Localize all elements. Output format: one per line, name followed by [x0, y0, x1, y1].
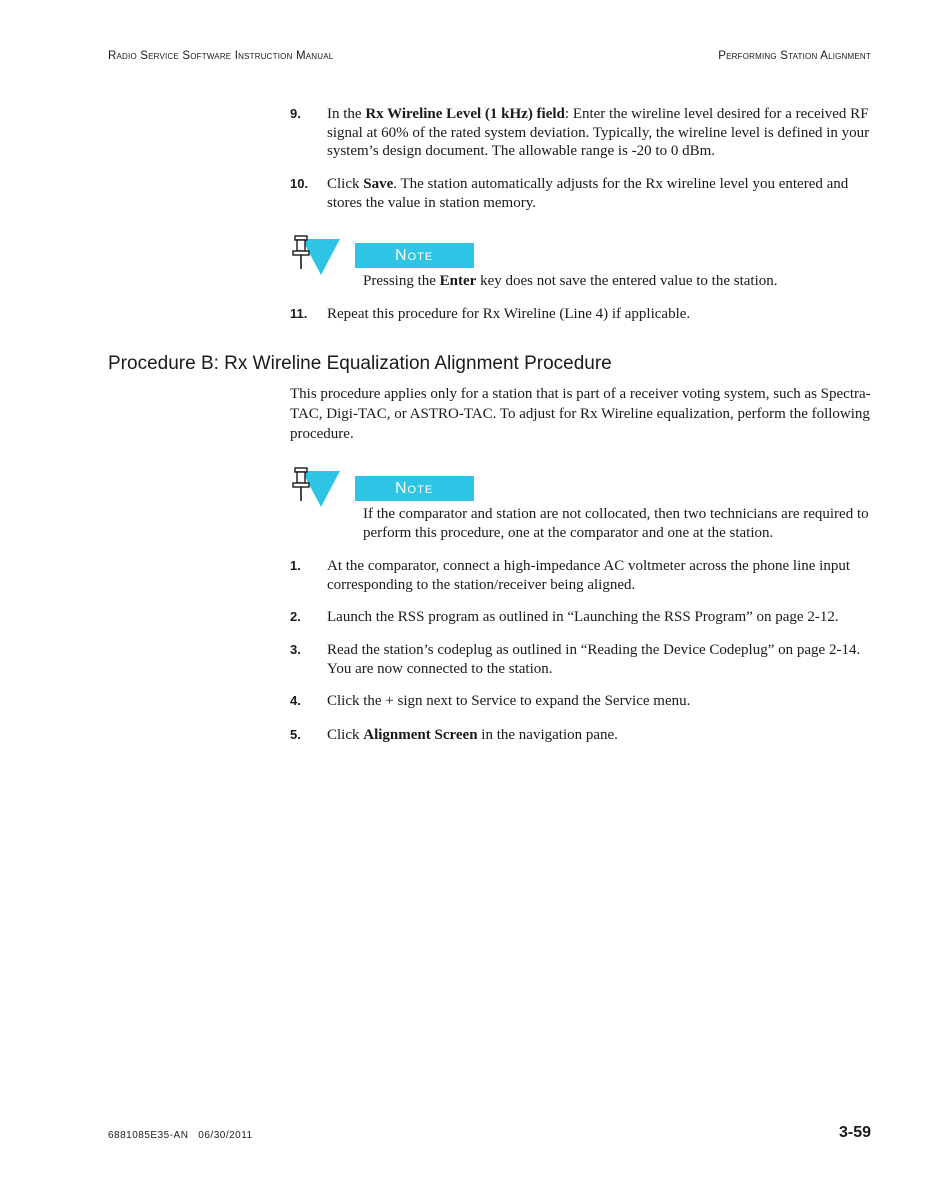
step-number: 1.	[290, 558, 301, 573]
step-number: 9.	[290, 106, 301, 121]
note-label: Note	[355, 243, 474, 268]
menu-item-name: Alignment Screen	[363, 727, 478, 743]
step-number: 4.	[290, 693, 301, 708]
step-number: 5.	[290, 727, 301, 742]
key-name: Enter	[439, 273, 477, 289]
step-4: 4. Click the + sign next to Service to expand the Service menu.	[290, 693, 691, 709]
doc-number: 6881085E35-AN	[108, 1130, 189, 1141]
step-5: 5. Click Alignment Screen in the navigation pane.	[290, 727, 618, 743]
note-pushpin-icon	[290, 467, 342, 511]
step-number: 3.	[290, 642, 301, 657]
step-10: 10. Click Save. The station automatically adjusts for the Rx wireline level you entered and stores the value in station memory.	[290, 176, 849, 211]
step-number: 2.	[290, 609, 301, 624]
step-number: 11.	[290, 306, 308, 321]
button-name: Save	[363, 176, 394, 192]
footer-doc-info	[108, 1130, 253, 1141]
step-1: 1. At the comparator, connect a high-impedance AC voltmeter across the phone line input corresponding to the station/receiver being aligned.	[290, 558, 850, 593]
running-header-title: Radio Service Software Instruction Manual	[108, 50, 334, 62]
doc-date: 06/30/2011	[198, 1130, 253, 1141]
step-2: 2. Launch the RSS program as outlined in “Launching the RSS Program” on page 2-12.	[290, 609, 839, 625]
step-11: 11. Repeat this procedure for Rx Wireline (Line 4) if applicable.	[290, 306, 691, 322]
note-pushpin-icon	[290, 235, 342, 279]
running-header-chapter: Performing Station Alignment	[718, 50, 871, 62]
note-label: Note	[355, 476, 474, 501]
section-intro: This procedure applies only for a station that is part of a receiver voting system, such as Spectra-TAC, Digi-TAC, or ASTRO-TAC. To adjust for Rx Wireline equalization, perform the following procedure.	[290, 386, 871, 442]
step-number: 10.	[290, 176, 309, 191]
section-heading: Procedure B: Rx Wireline Equalization Alignment Procedure	[108, 353, 612, 374]
note-text: Pressing the Enter key does not save the entered value to the station.	[363, 273, 778, 289]
step-3: 3. Read the station’s codeplug as outlined in “Reading the Device Codeplug” on page 2-14. You are now connected to the station.	[290, 642, 861, 677]
page-number: 3-59	[838, 1124, 871, 1141]
note-text: If the comparator and station are not collocated, then two technicians are required to perform this procedure, one at the comparator and one at the station.	[363, 506, 869, 541]
step-9: 9. In the Rx Wireline Level (1 kHz) field: Enter the wireline level desired for a received RF signal at 60% of the rated system deviation. Typically, the wireline level is defined in your system’s design document. The allowable range is -20 to 0 dBm.	[290, 106, 870, 159]
field-name: Rx Wireline Level (1 kHz) field	[365, 106, 565, 122]
